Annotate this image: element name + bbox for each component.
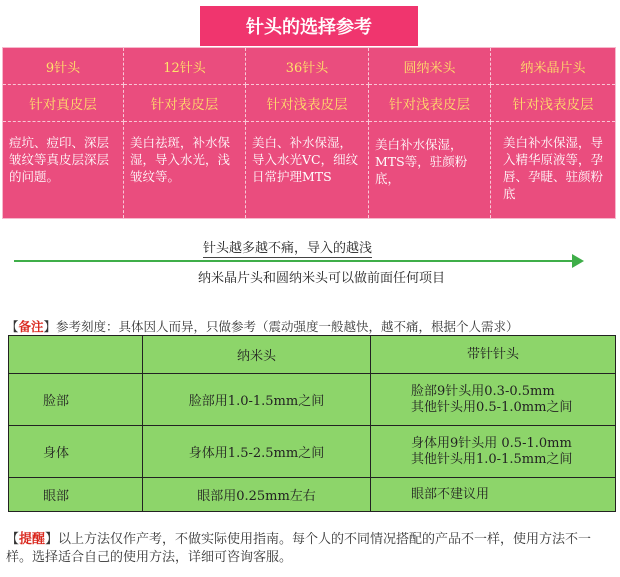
arrow-note-bottom: 纳米晶片头和圆纳米头可以做前面任何项目 bbox=[198, 271, 446, 286]
needle-grid bbox=[2, 47, 616, 219]
table-row bbox=[9, 426, 616, 478]
page-title: 针头的选择参考 bbox=[200, 6, 418, 46]
table-header: 纳米头 bbox=[143, 336, 371, 374]
table-row bbox=[9, 478, 616, 512]
needle-target: 针对浅表皮层 bbox=[369, 85, 491, 122]
needle-desc: 美白祛斑，补水保湿，导入水光，浅皱纹等。 bbox=[124, 122, 246, 218]
needle-target: 针对表皮层 bbox=[124, 85, 246, 122]
note-underline bbox=[203, 257, 372, 258]
nano-cell: 眼部用0.25mm左右 bbox=[143, 478, 371, 512]
table-header bbox=[9, 336, 143, 374]
needle-cell: 眼部不建议用 bbox=[371, 478, 616, 512]
reminder-tag: 提醒 bbox=[19, 532, 46, 547]
area-cell: 身体 bbox=[9, 426, 143, 478]
area-cell: 眼部 bbox=[9, 478, 143, 512]
needle-cell: 脸部9针头用0.3-0.5mm 其他针头用0.5-1.0mm之间 bbox=[371, 374, 616, 426]
arrow-right-icon bbox=[572, 254, 584, 268]
reference-tag: 备注 bbox=[18, 319, 44, 334]
needle-desc: 痘坑、痘印、深层皱纹等真皮层深层的问题。 bbox=[3, 122, 124, 218]
table-row bbox=[9, 374, 616, 426]
needle-cell: 身体用9针头用 0.5-1.0mm 其他针头用1.0-1.5mm之间 bbox=[371, 426, 616, 478]
needle-desc: 美白补水保湿，MTS等，驻颜粉底， bbox=[369, 122, 491, 218]
area-cell: 脸部 bbox=[9, 374, 143, 426]
needle-target: 针对浅表皮层 bbox=[246, 85, 369, 122]
direction-arrow-line bbox=[14, 260, 576, 262]
reminder-text: 以上方法仅作产考，不做实际使用指南。每个人的不同情况搭配的产品不一样，使用方法不一样。选择适合自己的使用方法，详细可咨询客服。 bbox=[6, 532, 592, 565]
depth-table bbox=[8, 335, 616, 512]
table-header-row bbox=[9, 336, 616, 374]
needle-name: 圆纳米头 bbox=[369, 48, 491, 85]
needle-desc: 美白补水保湿，导入精华原液等，孕唇、孕睫、驻颜粉底 bbox=[503, 135, 604, 201]
reminder-note: 【提醒】以上方法仅作产考，不做实际使用指南。每个人的不同情况搭配的产品不一样，使用方法不一样。选择适合自己的使用方法，详细可咨询客服。 bbox=[6, 532, 592, 565]
nano-cell: 身体用1.5-2.5mm之间 bbox=[143, 426, 371, 478]
arrow-note-top-text: 针头越多越不痛，导入的越浅 bbox=[203, 241, 373, 256]
needle-desc: 美白、补水保湿，导入水光VC，细纹日常护理MTS bbox=[246, 122, 369, 218]
needle-name: 纳米晶片头 bbox=[491, 48, 615, 85]
needle-target: 针对真皮层 bbox=[3, 85, 124, 122]
needle-name: 36针头 bbox=[246, 48, 369, 85]
needle-name: 9针头 bbox=[3, 48, 124, 85]
nano-cell: 脸部用1.0-1.5mm之间 bbox=[143, 374, 371, 426]
reference-note: 【备注】参考刻度：具体因人而异，只做参考（震动强度一般越快，越不痛，根据个人需求） bbox=[6, 319, 519, 334]
arrow-note-top bbox=[203, 237, 372, 256]
needle-target: 针对浅表皮层 bbox=[491, 85, 615, 122]
needle-name: 12针头 bbox=[124, 48, 246, 85]
reference-text: 参考刻度：具体因人而异，只做参考（震动强度一般越快，越不痛，根据个人需求） bbox=[56, 319, 519, 334]
table-header: 带针针头 bbox=[371, 336, 616, 374]
